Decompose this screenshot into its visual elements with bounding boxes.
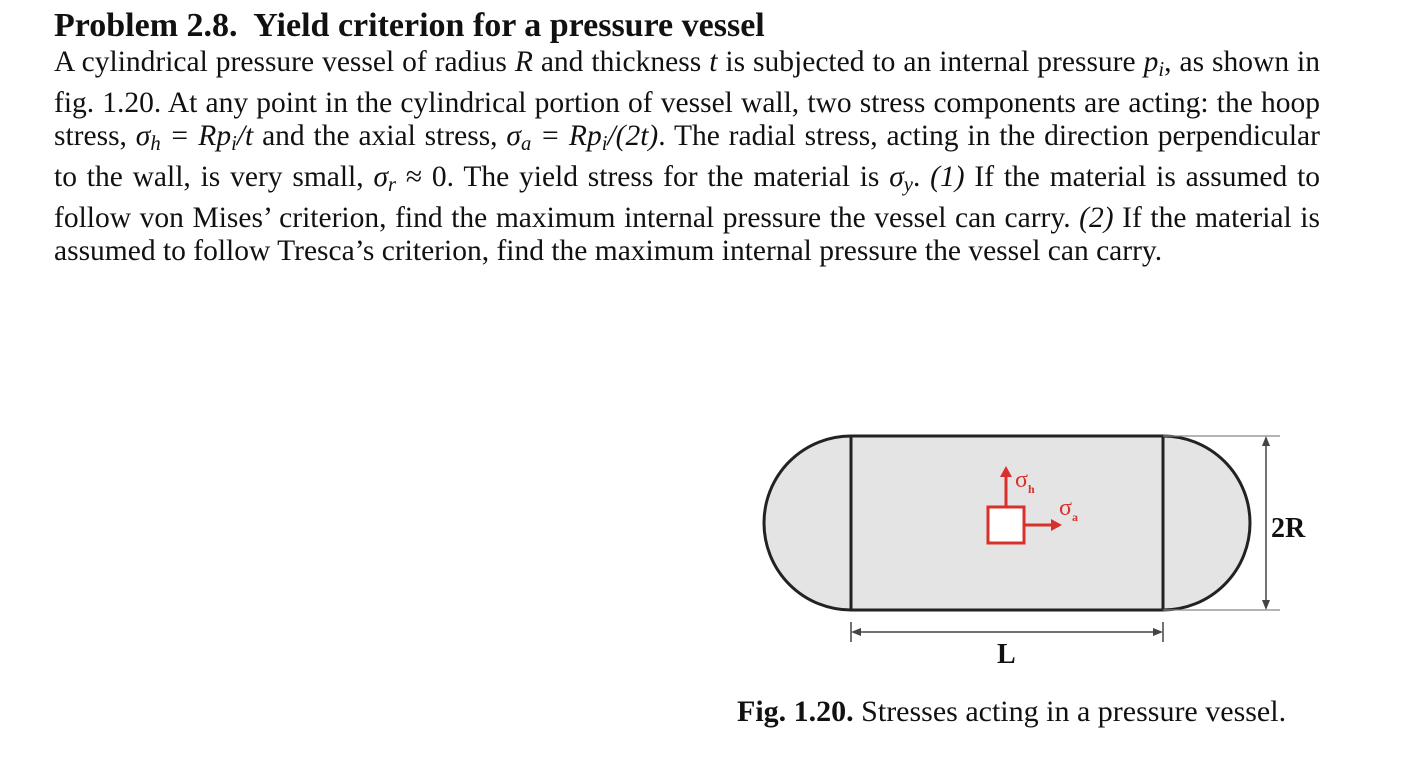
text-run: If the material is assumed to follow von Mises’ criterion, find the maximum internal pressure the vessel can carry. <box>54 161 1321 235</box>
dimension-l-label: L <box>997 639 1016 670</box>
problem-block <box>54 6 1320 268</box>
math-t: t <box>709 46 718 78</box>
question-1-marker: (1) <box>930 161 965 194</box>
text-run: , as shown in fig. 1.20. At any point in the cylindrical portion of vessel wall, two stress components are acting: the hoop stress, <box>54 46 1321 153</box>
figure-caption-text: Stresses acting in a pressure vessel. <box>853 695 1287 728</box>
text-run: . The radial stress, acting in the direction perpendicular to the wall, is very small, <box>54 120 1320 194</box>
text-run: . <box>912 161 931 194</box>
question-2-marker: (2) <box>1079 202 1114 235</box>
math-sigma: σ <box>506 120 521 153</box>
math-axial-eq2: /(2t) <box>607 120 659 153</box>
problem-number: Problem 2.8. <box>54 7 238 44</box>
math-R: R <box>514 46 533 78</box>
math-sigma: σ <box>135 120 151 153</box>
math-sub-h: h <box>150 133 161 156</box>
dimension-2r-arrow-bottom <box>1262 600 1270 610</box>
math-sub-y: y <box>903 174 913 197</box>
problem-statement <box>54 46 1320 268</box>
text-run: If the material is assumed to follow Tresca’s criterion, find the maximum internal pressure the vessel can carry. <box>54 202 1320 268</box>
problem-heading <box>54 6 1320 46</box>
figure-caption-label: Fig. 1.20. <box>737 695 854 728</box>
text-run: . The yield stress for the material is <box>446 161 890 194</box>
math-sub-i: i <box>231 133 237 156</box>
text-run: A cylindrical pressure vessel of radius <box>54 46 515 78</box>
text-run: and thickness <box>532 46 710 78</box>
text-run: and the axial stress, <box>253 120 507 153</box>
math-sub-r: r <box>388 174 397 197</box>
pressure-vessel-figure <box>750 428 1330 670</box>
math-sigma: σ <box>889 161 904 194</box>
sigma-h-label: $\sigma_h$ <box>1015 467 1035 496</box>
stress-element-square <box>988 507 1024 543</box>
math-p: p <box>1143 46 1159 78</box>
math-sub-i: i <box>1158 59 1165 82</box>
math-sub-a: a <box>520 133 532 156</box>
dimension-l-arrow-left <box>851 628 861 636</box>
sigma-a-label: $\sigma_a$ <box>1059 495 1078 524</box>
dimension-l-arrow-right <box>1153 628 1163 636</box>
math-approx: ≈ 0 <box>396 161 447 194</box>
math-sub-i: i <box>601 133 608 156</box>
dimension-2r-arrow-top <box>1262 436 1270 446</box>
dimension-2r-label: 2R <box>1271 513 1306 544</box>
math-axial-eq: = Rp <box>531 120 602 153</box>
math-hoop-eq: = Rp <box>160 120 232 153</box>
text-run: is subjected to an internal pressure <box>717 46 1144 78</box>
math-sigma: σ <box>373 161 389 194</box>
math-hoop-eq2: /t <box>236 120 254 153</box>
figure-caption <box>737 694 1286 730</box>
problem-title: Yield criterion for a pressure vessel <box>253 7 765 44</box>
